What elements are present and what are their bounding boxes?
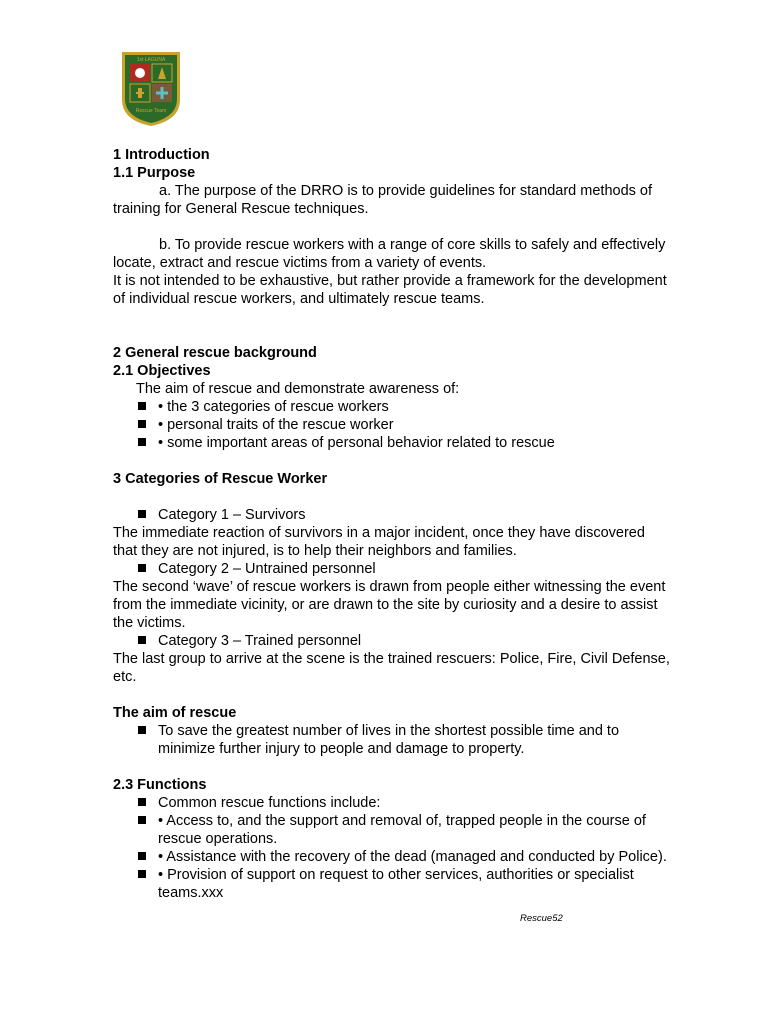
objectives-subheading: 2.1 Objectives: [113, 363, 211, 379]
categories-heading: 3 Categories of Rescue Worker: [113, 471, 328, 487]
aim-heading: The aim of rescue: [113, 705, 237, 721]
category-3-text: The last group to arrive at the scene is the trained rescuers: Police, Fire, Civil Defense, etc.: [113, 651, 670, 685]
list-item: • Access to, and the support and removal of, trapped people in the course of rescue operations.: [136, 812, 673, 848]
logo-bottom-text: Rescue Team: [135, 108, 167, 114]
list-item: • some important areas of personal behavior related to rescue: [136, 434, 673, 452]
category-1-item: Category 1 – Survivors: [136, 506, 673, 524]
team-logo-badge: [118, 48, 184, 128]
functions-list: [113, 794, 673, 902]
intro-heading: 1 Introduction: [113, 147, 210, 163]
category-3-item: Category 3 – Trained personnel: [136, 632, 673, 650]
list-item: • Provision of support on request to other services, authorities or specialist teams.xxx: [136, 866, 673, 902]
background-heading: 2 General rescue background: [113, 345, 317, 361]
category-1-text: The immediate reaction of survivors in a major incident, once they have discovered that they are not injured, is to help their neighbors and families.: [113, 525, 645, 559]
list-item: • Assistance with the recovery of the dead (managed and conducted by Police).: [136, 848, 673, 866]
purpose-para-c: It is not intended to be exhaustive, but rather provide a framework for the development of individual rescue workers, and ultimately rescue teams.: [113, 273, 667, 307]
category-2-item: Category 2 – Untrained personnel: [136, 560, 673, 578]
list-item: • the 3 categories of rescue workers: [136, 398, 673, 416]
purpose-subheading: 1.1 Purpose: [113, 165, 196, 181]
purpose-para-b: b. To provide rescue workers with a range of core skills to safely and effectively locate, extract and rescue victims from a variety of events.: [113, 237, 666, 271]
aim-item: To save the greatest number of lives in the shortest possible time and to minimize further injury to people and damage to property.: [136, 722, 673, 758]
objectives-lead: The aim of rescue and demonstrate awareness of:: [136, 381, 460, 397]
document-body: [113, 146, 673, 902]
page-footer: Rescue52: [520, 913, 563, 924]
list-item: • personal traits of the rescue worker: [136, 416, 673, 434]
list-item: Common rescue functions include:: [136, 794, 673, 812]
logo-top-text: 1st LAGUNA: [136, 57, 166, 63]
functions-heading: 2.3 Functions: [113, 777, 207, 793]
purpose-para-a: a. The purpose of the DRRO is to provide guidelines for standard methods of training for General Rescue techniques.: [113, 183, 653, 217]
objectives-list: [113, 398, 673, 452]
category-2-text: The second ‘wave’ of rescue workers is drawn from people either witnessing the event from the immediate vicinity, or are drawn to the site by curiosity and a desire to assist the victims.: [113, 579, 666, 631]
